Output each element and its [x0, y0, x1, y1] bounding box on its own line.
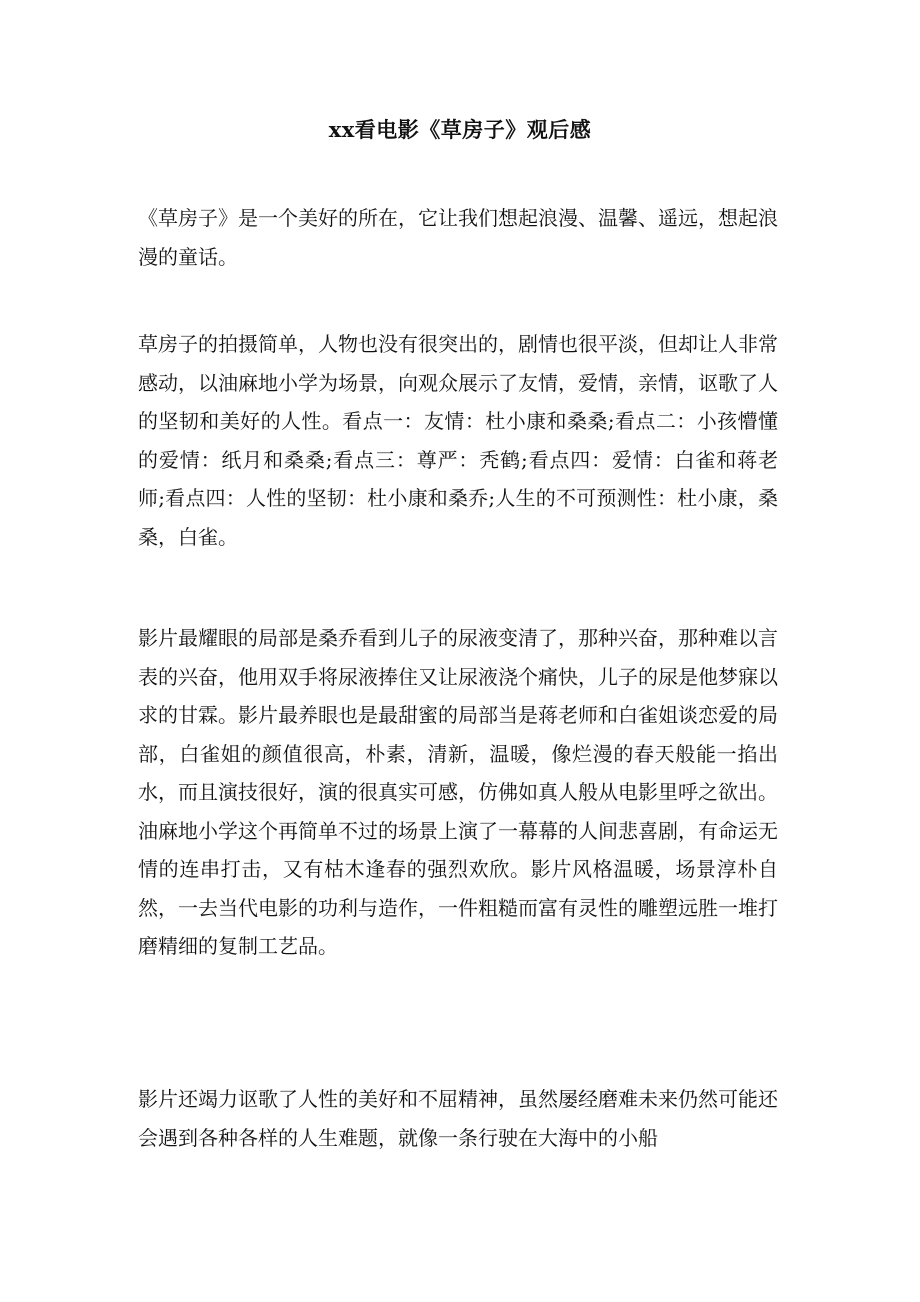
paragraph-1: 《草房子》是一个美好的所在，它让我们想起浪漫、温馨、遥远，想起浪漫的童话。 [138, 206, 778, 269]
paragraph-4: 影片还竭力讴歌了人性的美好和不屈精神，虽然屡经磨难未来仍然可能还会遇到各种各样的人生难题，就像一条行驶在大海中的小船 [138, 1087, 778, 1150]
paragraph-2: 草房子的拍摄简单，人物也没有很突出的，剧情也很平淡，但却让人非常感动，以油麻地小学为场景，向观众展示了友情，爱情，亲情，讴歌了人的坚韧和美好的人性。看点一：友情：杜小康和桑桑;看点二：小孩懵懂的爱情：纸月和桑桑;看点三：尊严：秃鹤;看点四：爱情：白雀和蒋老师;看点四：人性的坚韧：杜小康和桑乔;人生的不可预测性：杜小康，桑桑，白雀。 [138, 332, 778, 549]
paragraph-3: 影片最耀眼的局部是桑乔看到儿子的尿液变清了，那种兴奋，那种难以言表的兴奋，他用双手将尿液捧住又让尿液浇个痛快，儿子的尿是他梦寐以求的甘霖。影片最养眼也是最甜蜜的局部当是蒋老师和白雀姐谈恋爱的局部，白雀姐的颜值很高，朴素，清新，温暖，像烂漫的春天般能一掐出水，而且演技很好，演的很真实可感，仿佛如真人般从电影里呼之欲出。油麻地小学这个再简单不过的场景上演了一幕幕的人间悲喜剧，有命运无情的连串打击，又有枯木逢春的强烈欢欣。影片风格温暖，场景淳朴自然，一去当代电影的功利与造作，一件粗糙而富有灵性的雕塑远胜一堆打磨精细的复制工艺品。 [138, 626, 778, 958]
document-title: xx看电影《草房子》观后感 [328, 117, 592, 142]
